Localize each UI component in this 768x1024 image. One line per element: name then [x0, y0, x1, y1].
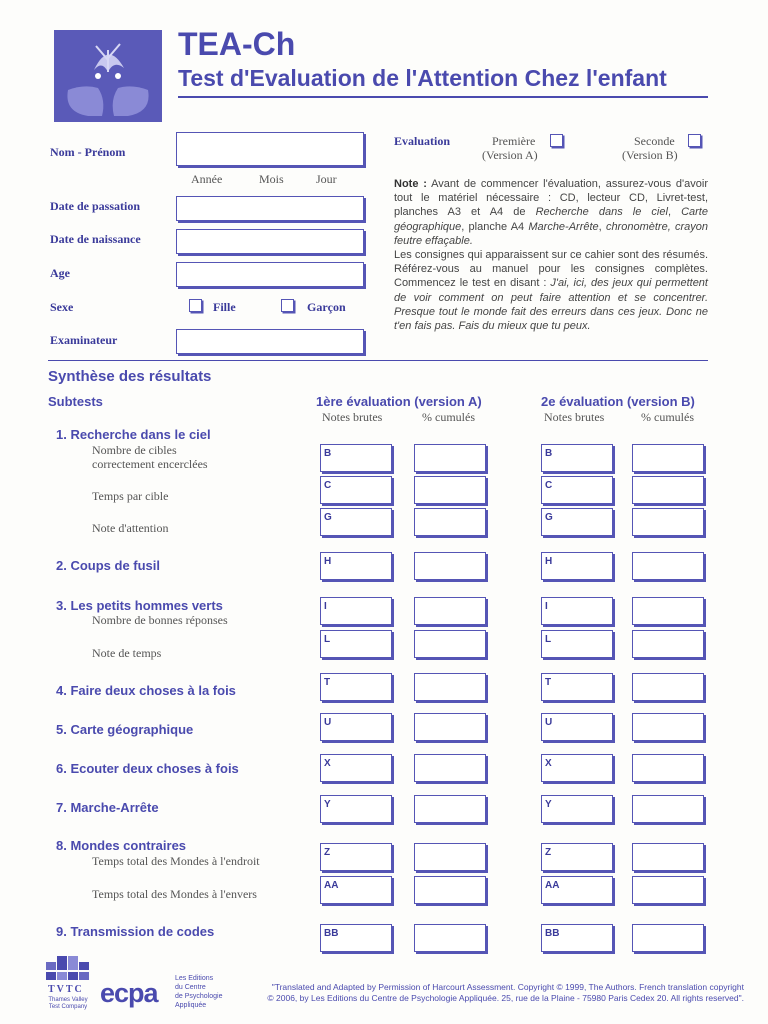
- score-raw-eval2-c[interactable]: [541, 476, 613, 504]
- score-cumulative-eval2-z[interactable]: [632, 843, 704, 871]
- score-cumulative-eval1-h[interactable]: [414, 552, 486, 580]
- first-checkbox[interactable]: [550, 134, 563, 147]
- score-code-label: H: [324, 556, 332, 567]
- note-p1: Avant de commencer l'évaluation, assurez-vous d'avoir tout le matériel nécessaire : CD, lecteur CD, Livret-test, planches A3 et A4 de: [394, 178, 708, 219]
- second-checkbox[interactable]: [688, 134, 701, 147]
- test-3b-sub: Note de temps: [92, 646, 162, 660]
- score-raw-eval2-b[interactable]: [541, 444, 613, 472]
- raw-scores-1: Notes brutes: [322, 410, 383, 424]
- year-label: Année: [191, 172, 223, 186]
- score-raw-eval1-x[interactable]: [320, 754, 392, 782]
- score-cumulative-eval1-u[interactable]: [414, 713, 486, 741]
- score-code-label: X: [324, 758, 331, 769]
- score-cumulative-eval1-i[interactable]: [414, 597, 486, 625]
- birth-date-label: Date de naissance: [50, 232, 141, 246]
- score-code-label: Y: [324, 799, 331, 810]
- test-7-title: 7. Marche-Arrête: [56, 800, 159, 815]
- score-cumulative-eval2-b[interactable]: [632, 444, 704, 472]
- raw-scores-2: Notes brutes: [544, 410, 605, 424]
- score-cumulative-eval2-c[interactable]: [632, 476, 704, 504]
- boy-label: Garçon: [307, 300, 346, 314]
- test-date-field[interactable]: [176, 196, 364, 221]
- score-cumulative-eval2-g[interactable]: [632, 508, 704, 536]
- eval2-heading: 2e évaluation (version B): [541, 394, 695, 409]
- note-p1-i4: chronomètre, crayon feutre effaçable.: [394, 220, 708, 247]
- note-lead: Note :: [394, 178, 427, 190]
- test-3-sub: Nombre de bonnes réponses: [92, 613, 228, 627]
- score-raw-eval1-l[interactable]: [320, 630, 392, 658]
- boy-checkbox[interactable]: [281, 299, 294, 312]
- test-1-sub: Nombre de cibles: [92, 443, 177, 457]
- score-code-label: I: [545, 601, 548, 612]
- test-6-title: 6. Ecouter deux choses à fois: [56, 761, 239, 776]
- score-cumulative-eval2-x[interactable]: [632, 754, 704, 782]
- score-cumulative-eval1-aa[interactable]: [414, 876, 486, 904]
- examiner-label: Examinateur: [50, 333, 118, 347]
- score-code-label: AA: [324, 880, 339, 891]
- test-date-label: Date de passation: [50, 199, 141, 213]
- ecpa-sub1: Les Editions: [175, 975, 214, 982]
- score-raw-eval1-z[interactable]: [320, 843, 392, 871]
- page-title: TEA-Ch: [178, 26, 296, 62]
- ecpa-sub4: Appliquée: [175, 1002, 207, 1009]
- score-code-label: L: [324, 634, 331, 645]
- score-raw-eval2-bb[interactable]: [541, 924, 613, 952]
- score-cumulative-eval2-i[interactable]: [632, 597, 704, 625]
- score-cumulative-eval1-bb[interactable]: [414, 924, 486, 952]
- score-code-label: B: [545, 448, 553, 459]
- subtests-heading: Subtests: [48, 394, 103, 409]
- birth-date-field[interactable]: [176, 229, 364, 254]
- score-raw-eval2-y[interactable]: [541, 795, 613, 823]
- score-code-label: Y: [545, 799, 552, 810]
- score-code-label: BB: [324, 928, 339, 939]
- test-8-sub: Temps total des Mondes à l'endroit: [92, 854, 260, 868]
- ecpa-sub2: du Centre: [175, 984, 206, 991]
- test-1-sub2: correctement encerclées: [92, 457, 208, 471]
- section-divider: [48, 360, 708, 361]
- score-raw-eval2-t[interactable]: [541, 673, 613, 701]
- name-field[interactable]: [176, 132, 364, 166]
- score-code-label: BB: [545, 928, 560, 939]
- test-4-title: 4. Faire deux choses à la fois: [56, 683, 236, 698]
- note-p2: Les consignes qui apparaissent sur ce cahier sont des résumés. Référez-vous au manuel pour les consignes complètes. Commencez le test en disant :: [394, 249, 708, 290]
- score-raw-eval1-y[interactable]: [320, 795, 392, 823]
- girl-label: Fille: [213, 300, 236, 314]
- score-code-label: U: [545, 717, 553, 728]
- second-label: Seconde: [634, 134, 675, 148]
- score-code-label: G: [545, 512, 553, 523]
- copyright-line2: © 2006, by Les Editions du Centre de Psychologie Appliquée. 25, rue de la Plaine - 75980 Paris Cedex 20. All rights reserved".: [267, 993, 744, 1003]
- score-code-label: X: [545, 758, 552, 769]
- note-p1-b: , planche A4: [461, 220, 525, 233]
- score-cumulative-eval2-y[interactable]: [632, 795, 704, 823]
- score-cumulative-eval1-x[interactable]: [414, 754, 486, 782]
- cumulative-1: % cumulés: [422, 410, 475, 424]
- score-cumulative-eval1-c[interactable]: [414, 476, 486, 504]
- score-code-label: I: [324, 601, 327, 612]
- score-raw-eval1-h[interactable]: [320, 552, 392, 580]
- ecpa-sub3: de Psychologie: [175, 993, 223, 1000]
- score-raw-eval2-u[interactable]: [541, 713, 613, 741]
- score-cumulative-eval2-bb[interactable]: [632, 924, 704, 952]
- score-cumulative-eval2-h[interactable]: [632, 552, 704, 580]
- test-1c-sub: Note d'attention: [92, 521, 169, 535]
- note-p2-i: J'ai, ici, des jeux qui permettent de voir comment on peut faire attention et se concentrer. Presque tout le monde fait des erreurs dans ces jeux. Donc ne t'en fais pas. Fais du mieux que tu peux.: [394, 277, 708, 333]
- test-9-title: 9. Transmission de codes: [56, 924, 215, 939]
- score-code-label: C: [545, 480, 553, 491]
- tvtc-text: TVTC: [48, 984, 84, 995]
- score-raw-eval1-aa[interactable]: [320, 876, 392, 904]
- sex-label: Sexe: [50, 300, 74, 314]
- score-raw-eval2-g[interactable]: [541, 508, 613, 536]
- score-code-label: G: [324, 512, 332, 523]
- age-label: Age: [50, 266, 70, 280]
- score-code-label: Z: [545, 847, 552, 858]
- score-cumulative-eval1-t[interactable]: [414, 673, 486, 701]
- score-cumulative-eval1-b[interactable]: [414, 444, 486, 472]
- test-1-title: 1. Recherche dans le ciel: [56, 427, 211, 442]
- score-cumulative-eval1-y[interactable]: [414, 795, 486, 823]
- score-code-label: U: [324, 717, 332, 728]
- eval1-heading: 1ère évaluation (version A): [316, 394, 482, 409]
- score-raw-eval1-i[interactable]: [320, 597, 392, 625]
- score-raw-eval1-g[interactable]: [320, 508, 392, 536]
- test-3-title: 3. Les petits hommes verts: [56, 598, 223, 613]
- score-raw-eval1-bb[interactable]: [320, 924, 392, 952]
- synthesis-title: Synthèse des résultats: [48, 368, 212, 385]
- test-1b-sub: Temps par cible: [92, 489, 169, 503]
- score-code-label: H: [545, 556, 553, 567]
- score-code-label: T: [324, 677, 331, 688]
- score-cumulative-eval2-u[interactable]: [632, 713, 704, 741]
- score-raw-eval2-l[interactable]: [541, 630, 613, 658]
- test-8-title: 8. Mondes contraires: [56, 838, 187, 853]
- score-code-label: B: [324, 448, 332, 459]
- version-b-label: (Version B): [622, 148, 678, 162]
- score-cumulative-eval1-z[interactable]: [414, 843, 486, 871]
- test-5-title: 5. Carte géographique: [56, 722, 194, 737]
- score-cumulative-eval1-l[interactable]: [414, 630, 486, 658]
- note-p1-i1: Recherche dans le ciel: [535, 206, 668, 219]
- score-code-label: T: [545, 677, 552, 688]
- score-raw-eval2-h[interactable]: [541, 552, 613, 580]
- hands-plant-icon: [54, 30, 162, 122]
- score-raw-eval2-x[interactable]: [541, 754, 613, 782]
- evaluation-label: Evaluation: [394, 134, 451, 148]
- girl-checkbox[interactable]: [189, 299, 202, 312]
- month-label: Mois: [259, 172, 284, 186]
- title-rule: [178, 96, 708, 98]
- name-label: Nom - Prénom: [50, 145, 126, 159]
- tea-ch-logo: [54, 30, 162, 122]
- score-code-label: C: [324, 480, 332, 491]
- score-cumulative-eval2-aa[interactable]: [632, 876, 704, 904]
- copyright-line1: "Translated and Adapted by Permission of Harcourt Assessment. Copyright © 1999, The Authors. French translation copyright: [271, 982, 744, 992]
- ecpa-logo: ecpa: [100, 978, 158, 1008]
- test-2-title: 2. Coups de fusil: [56, 558, 161, 573]
- score-raw-eval1-t[interactable]: [320, 673, 392, 701]
- score-raw-eval1-c[interactable]: [320, 476, 392, 504]
- note-p1-i2: Carte géographique: [394, 206, 708, 233]
- version-a-label: (Version A): [482, 148, 538, 162]
- note-p1-i3: Marche-Arrête: [528, 220, 599, 233]
- instructions-note: Note : Avant de commencer l'évaluation, assurez-vous d'avoir tout le matériel nécessaire : CD, lecteur CD, Livret-test, planches A3 et A4 de Recherche dans le ciel, Carte géographique, planche A4 Marche-Arrête, chronomètre, crayon feutre effaçable. Les consignes qui apparaissent sur ce cahier sont des résumés. Référez-vous au manuel pour les consignes complètes. Commencez le test en disant : J'ai, ici, des jeux qui permettent de voir comment on peut faire attention et se concentrer. Presque tout le monde fait des erreurs dans ces jeux. Donc ne t'en fais pas. Fais du mieux que tu peux.: [394, 178, 708, 333]
- score-code-label: Z: [324, 847, 331, 858]
- score-raw-eval2-z[interactable]: [541, 843, 613, 871]
- score-cumulative-eval2-t[interactable]: [632, 673, 704, 701]
- day-label: Jour: [316, 172, 337, 186]
- age-field[interactable]: [176, 262, 364, 287]
- score-code-label: L: [545, 634, 552, 645]
- score-cumulative-eval2-l[interactable]: [632, 630, 704, 658]
- first-label: Première: [492, 134, 536, 148]
- test-8b-sub: Temps total des Mondes à l'envers: [92, 887, 257, 901]
- score-raw-eval2-i[interactable]: [541, 597, 613, 625]
- cumulative-2: % cumulés: [641, 410, 694, 424]
- tvtc-sub: Thames Valley Test Company: [48, 997, 88, 1010]
- ecpa-text: [175, 974, 222, 1010]
- copyright: [252, 982, 744, 1004]
- score-raw-eval1-b[interactable]: [320, 444, 392, 472]
- score-cumulative-eval1-g[interactable]: [414, 508, 486, 536]
- score-raw-eval1-u[interactable]: [320, 713, 392, 741]
- examiner-field[interactable]: [176, 329, 364, 354]
- score-raw-eval2-aa[interactable]: [541, 876, 613, 904]
- score-code-label: AA: [545, 880, 560, 891]
- page-subtitle: Test d'Evaluation de l'Attention Chez l'enfant: [178, 65, 667, 91]
